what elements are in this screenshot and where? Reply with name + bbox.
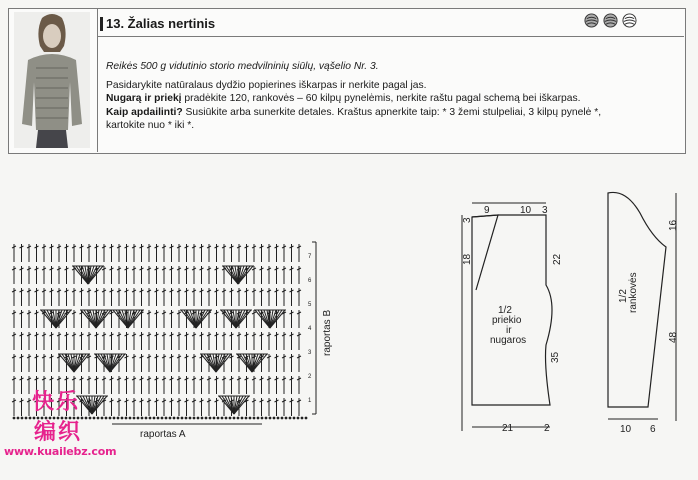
dim-top-small-left: 3 bbox=[462, 217, 473, 223]
watermark-cn-line2: 编织 bbox=[34, 420, 83, 445]
body-label-4: nugaros bbox=[490, 335, 527, 346]
chain-dot bbox=[133, 417, 135, 419]
row-number: 3 bbox=[308, 350, 312, 356]
chain-dot bbox=[173, 417, 175, 419]
chain-dot bbox=[249, 417, 251, 419]
body-outline bbox=[472, 215, 552, 405]
row-number: 6 bbox=[308, 278, 312, 284]
chain-dot bbox=[169, 417, 171, 419]
chain-dot bbox=[265, 417, 267, 419]
sleeve-dim-bottom-right: 6 bbox=[650, 424, 656, 435]
instruction-line-3-bold: Nugarą ir priekį bbox=[106, 93, 182, 105]
pattern-title: 13. Žalias nertinis bbox=[106, 16, 216, 31]
yarn-ball-icon bbox=[603, 13, 618, 28]
chain-dot bbox=[245, 417, 247, 419]
yarn-ball-icon bbox=[622, 13, 637, 28]
chain-dot bbox=[289, 417, 291, 419]
row-number: 5 bbox=[308, 302, 312, 308]
chain-dot bbox=[281, 417, 283, 419]
chain-dot bbox=[225, 417, 227, 419]
chain-dot bbox=[185, 417, 187, 419]
row-number: 2 bbox=[308, 374, 312, 380]
raportas-b-label: raportas B bbox=[322, 309, 333, 356]
chain-dot bbox=[153, 417, 155, 419]
site-watermark bbox=[2, 385, 132, 470]
dim-bottom: 21 bbox=[502, 423, 514, 434]
instruction-line-5: kartokite nuo * iki *. bbox=[106, 119, 195, 131]
chain-dot bbox=[241, 417, 243, 419]
chain-dot bbox=[305, 417, 307, 419]
instruction-line-3 bbox=[106, 92, 676, 105]
dim-bottom-small: 2 bbox=[544, 423, 550, 434]
sleeve-schematic bbox=[596, 185, 688, 445]
chain-dot bbox=[161, 417, 163, 419]
chain-dot bbox=[297, 417, 299, 419]
sleeve-dim-right: 48 bbox=[668, 331, 679, 343]
instruction-line-3-rest: pradėkite 120, rankovės – 60 kilpų pynelėmis, nerkite raštu pagal schemą bei iškarpas. bbox=[181, 93, 581, 105]
chain-dot bbox=[197, 417, 199, 419]
dim-top-right: 10 bbox=[520, 205, 532, 216]
pattern-instructions bbox=[106, 60, 676, 132]
body-schematic bbox=[448, 195, 578, 445]
dim-right-lower: 35 bbox=[550, 351, 561, 363]
chain-dot bbox=[181, 417, 183, 419]
chain-dot bbox=[177, 417, 179, 419]
body-label-1: 1/2 bbox=[498, 305, 512, 316]
watermark-cn-line1: 快乐 bbox=[32, 390, 81, 415]
body-label-2: priekio bbox=[492, 315, 522, 326]
row-number: 7 bbox=[308, 254, 312, 260]
chain-dot bbox=[193, 417, 195, 419]
chain-dot bbox=[257, 417, 259, 419]
dim-top-left: 9 bbox=[484, 205, 490, 216]
chain-dot bbox=[273, 417, 275, 419]
chain-dot bbox=[165, 417, 167, 419]
sleeve-dim-top-right: 16 bbox=[668, 219, 679, 231]
title-rule bbox=[97, 36, 684, 37]
sleeve-dim-bottom-left: 10 bbox=[620, 424, 632, 435]
sleeve-label-2: rankovės bbox=[628, 272, 639, 313]
chain-dot bbox=[189, 417, 191, 419]
chain-dot bbox=[141, 417, 143, 419]
chain-dot bbox=[253, 417, 255, 419]
chain-dot bbox=[149, 417, 151, 419]
materials-line: Reikės 500 g vidutinio storio medvilninių siūlų, vąšelio Nr. 3. bbox=[106, 61, 379, 72]
chain-dot bbox=[277, 417, 279, 419]
chain-dot bbox=[145, 417, 147, 419]
chain-dot bbox=[137, 417, 139, 419]
raportas-a-label: raportas A bbox=[140, 429, 186, 440]
chain-dot bbox=[217, 417, 219, 419]
chain-dot bbox=[221, 417, 223, 419]
sleeve-label-1: 1/2 bbox=[618, 289, 629, 303]
title-marker bbox=[100, 17, 103, 31]
chain-dot bbox=[229, 417, 231, 419]
chain-dot bbox=[237, 417, 239, 419]
chain-dot bbox=[269, 417, 271, 419]
instruction-line-4 bbox=[106, 106, 676, 119]
dim-top-small-right: 3 bbox=[542, 205, 548, 216]
dim-right-upper: 22 bbox=[552, 253, 563, 265]
chain-dot bbox=[233, 417, 235, 419]
chain-dot bbox=[261, 417, 263, 419]
chain-dot bbox=[285, 417, 287, 419]
difficulty-rating bbox=[584, 13, 637, 28]
watermark-url: www.kuailebz.com bbox=[4, 445, 117, 458]
dim-side-upper: 18 bbox=[462, 253, 473, 265]
chain-dot bbox=[201, 417, 203, 419]
yarn-ball-icon bbox=[584, 13, 599, 28]
chain-dot bbox=[157, 417, 159, 419]
header-divider bbox=[97, 8, 98, 152]
chain-dot bbox=[209, 417, 211, 419]
chain-dot bbox=[301, 417, 303, 419]
instruction-line-2: Pasidarykite natūralaus dydžio popierines iškarpas ir nerkite pagal jas. bbox=[106, 80, 427, 92]
instruction-line-4-rest: Susiūkite arba sunerkite detales. Kraštus apnerkite taip: * 3 žemi stulpeliai, 3 kilpų pynelė *, bbox=[182, 106, 602, 118]
body-label-3: ir bbox=[506, 325, 512, 336]
chain-dot bbox=[205, 417, 207, 419]
row-number: 4 bbox=[308, 326, 312, 332]
model-photo bbox=[14, 12, 90, 148]
chain-dot bbox=[293, 417, 295, 419]
instruction-line-4-bold: Kaip apdailinti? bbox=[106, 106, 183, 118]
chain-dot bbox=[213, 417, 215, 419]
row-number: 1 bbox=[308, 398, 312, 404]
neckline bbox=[472, 215, 498, 290]
